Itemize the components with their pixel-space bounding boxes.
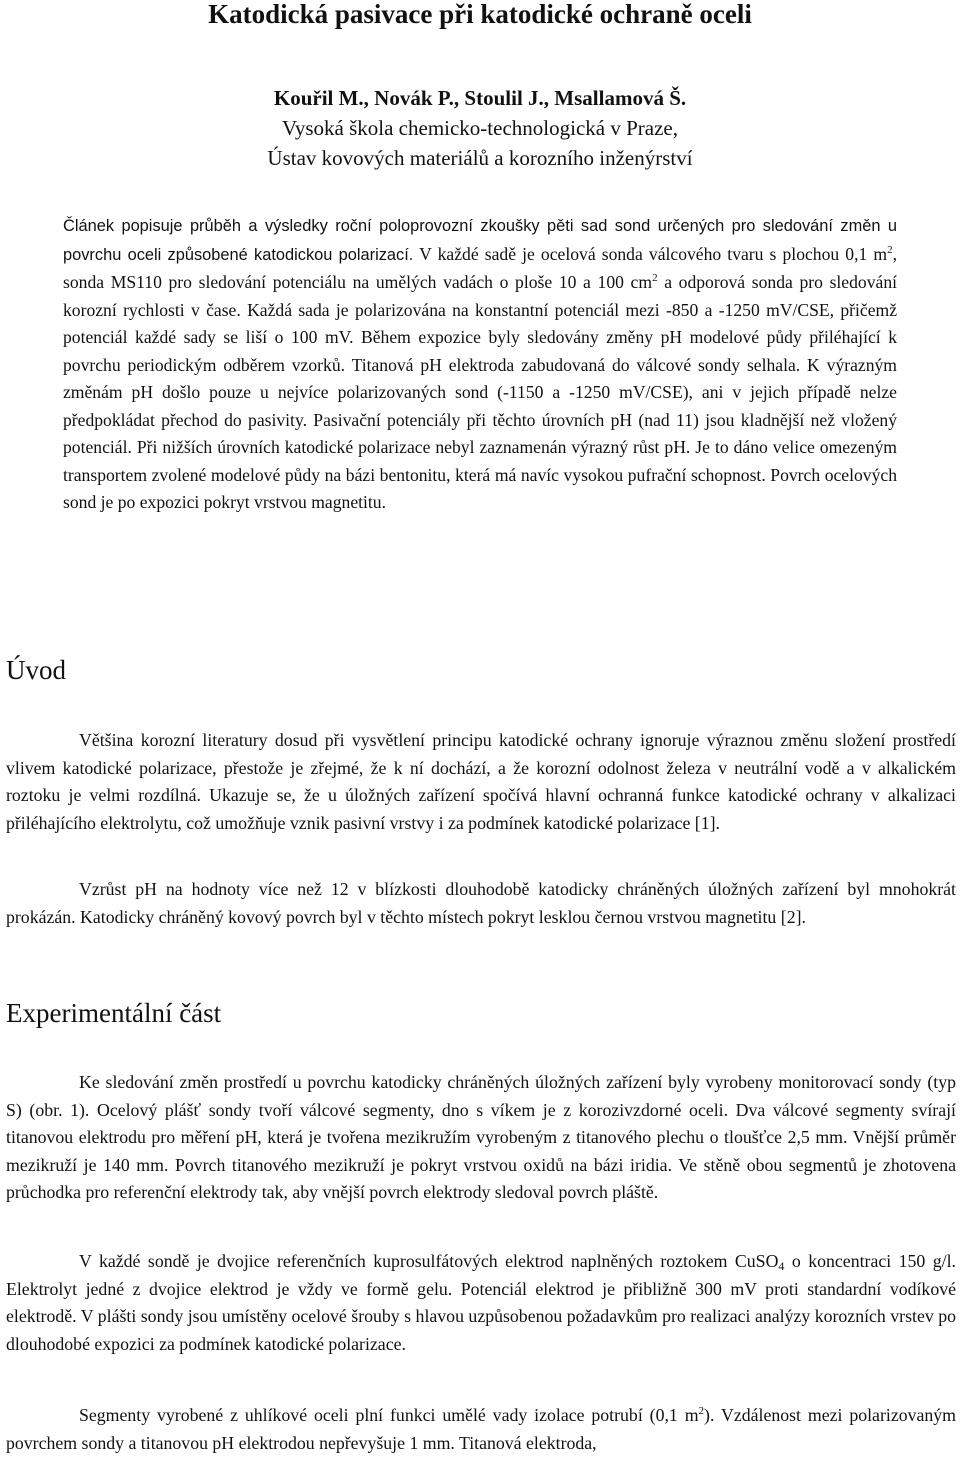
- abstract-superscript-2: 2: [652, 272, 658, 284]
- experimental-paragraph-2-subscript: 4: [778, 1259, 785, 1273]
- experimental-paragraph-3-text-1: Segmenty vyrobené z uhlíkové oceli plní funkci umělé vady izolace potrubí (0,1 m: [79, 1405, 699, 1425]
- experimental-paragraph-3-superscript: 2: [698, 1405, 705, 1417]
- abstract: [63, 212, 897, 517]
- abstract-superscript-1: 2: [887, 243, 893, 256]
- experimental-paragraph-2-text-2: o koncentraci 150 g/l. Elektrolyt jedné z dvojice elektrod je vždy ve formě gelu. Potenciál elektrod je přibližně 300 mV proti standardní vodíkové elektrodě. V plášti sondy jsou umístěny ocelové šrouby s hlavou uzpůsobenou požadavkům pro realizaci analýzy korozních vrstev po dlouhodobé expozici za podmínek katodické polarizace.: [6, 1251, 956, 1354]
- paper-title: Katodická pasivace při katodické ochraně oceli: [208, 0, 752, 29]
- affiliation-line-1: Vysoká škola chemicko-technologická v Praze,: [282, 116, 678, 140]
- abstract-text-2: , sonda MS110 pro sledování potenciálu na umělých vadách o ploše 10 a 100 cm: [63, 243, 897, 292]
- section-heading-intro: Úvod: [6, 655, 66, 685]
- abstract-lead: Článek popisuje průběh a výsledky roční poloprovozní zkoušky pěti sad sond určených pro sledování změn u povrchu oceli způsobené katodickou polarizací.: [63, 217, 897, 264]
- experimental-paragraph-3: [6, 1402, 956, 1457]
- experimental-paragraph-2: [6, 1248, 956, 1358]
- experimental-paragraph-3-text-2: ). Vzdálenost mezi polarizovaným povrchem sondy a titanovou pH elektrodou nepřevyšuje 1 mm. Titanová elektroda,: [6, 1405, 956, 1453]
- experimental-paragraph-2-text-1: V každé sondě je dvojice referenčních kuprosulfátových elektrod naplněných roztokem CuSO: [79, 1251, 779, 1271]
- paper-authors: Kouřil M., Novák P., Stoulil J., Msallamová Š.: [273, 86, 687, 110]
- intro-paragraph-2: Vzrůst pH na hodnoty více než 12 v blízkosti dlouhodobě katodicky chráněných úložných zařízení byl mnohokrát prokázán. Katodicky chráněný kovový povrch byl v těchto místech pokryt lesklou černou vrstvou magnetitu [2].: [6, 879, 956, 927]
- intro-paragraph-1: Většina korozní literatury dosud při vysvětlení principu katodické ochrany ignoruje výraznou změnu složení prostředí vlivem katodické polarizace, přestože je zřejmé, že k ní dochází, a že korozní odolnost železa v neutrální vodě a v alkalickém roztoku je velmi rozdílná. Ukazuje se, že u úložných zařízení spočívá hlavní ochranná funkce katodické ochrany v alkalizaci přiléhajícího elektrolytu, což umožňuje vznik pasivní vrstvy i za podmínek katodické polarizace [1].: [6, 730, 956, 833]
- section-heading-experimental: Experimentální část: [6, 998, 222, 1028]
- abstract-text-1: V každé sadě je ocelová sonda válcového tvaru s plochou 0,1 m: [413, 243, 888, 264]
- experimental-paragraph-1: Ke sledování změn prostředí u povrchu katodicky chráněných úložných zařízení byly vyrobeny monitorovací sondy (typ S) (obr. 1). Ocelový plášť sondy tvoří válcové segmenty, dno s víkem je z korozivzdorné oceli. Dva válcové segmenty svírají titanovou elektrodu pro měření pH, která je tvořena mezikružím vyrobeným z titanového plechu o tloušťce 2,5 mm. Vnější průměr mezikruží je 140 mm. Povrch titanového mezikruží je pokryt vrstvou oxidů na bázi iridia. Ve stěně obou segmentů je zhotovena průchodka pro referenční elektrody tak, aby vnější povrch elektrody sledoval povrch pláště.: [6, 1072, 956, 1203]
- affiliation-line-2: Ústav kovových materiálů a korozního inženýrství: [267, 146, 693, 170]
- abstract-text-3: a odporová sonda pro sledování korozní rychlosti v čase. Každá sada je polarizována na konstantní potenciál mezi -850 a -1250 mV/CSE, přičemž potenciál každé sady se liší o 100 mV. Během expozice byly sledovány změny pH modelové půdy přiléhající k povrchu periodickým odběrem vzorků. Titanová pH elektroda zabudovaná do válcové sondy selhala. K výrazným změnám pH došlo pouze u nejvíce polarizovaných sond (-1150 a -1250 mV/CSE), ani v jejich případě nelze předpokládat přechod do pasivity. Pasivační potenciály při těchto úrovních pH (nad 11) jsou kladnější než vložený potenciál. Při nižších úrovních katodické polarizace nebyl zaznamenán výrazný růst pH. Je to dáno velice omezeným transportem zvolené modelové půdy na bázi bentonitu, která má navíc vysokou pufrační schopnost. Povrch ocelových sond je po expozici pokryt vrstvou magnetitu.: [63, 272, 897, 512]
